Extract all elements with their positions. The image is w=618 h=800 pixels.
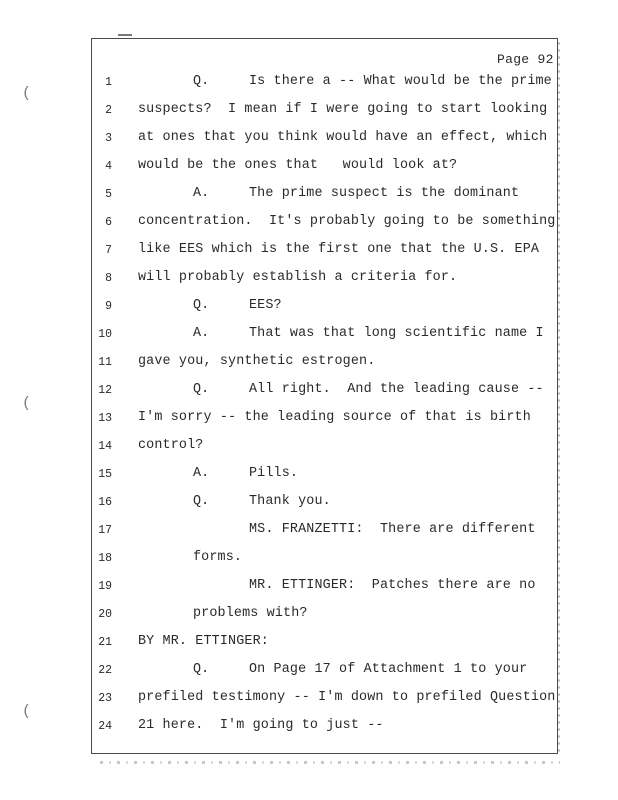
line-number: 18 <box>98 552 112 565</box>
line-text: Is there a -- What would be the prime <box>249 74 552 89</box>
line-number: 17 <box>98 524 112 537</box>
line-number: 1 <box>105 76 112 89</box>
transcript-line <box>0 522 618 542</box>
line-text: On Page 17 of Attachment 1 to your <box>249 662 528 677</box>
line-number: 11 <box>98 356 112 369</box>
transcript-line <box>0 298 618 318</box>
line-number: 24 <box>98 720 112 733</box>
line-text: control? <box>138 438 204 453</box>
line-number: 2 <box>105 104 112 117</box>
line-text: suspects? I mean if I were going to start looking <box>138 102 548 117</box>
transcript-line <box>0 354 618 374</box>
transcript-line <box>0 690 618 710</box>
line-number: 20 <box>98 608 112 621</box>
line-number: 8 <box>105 272 112 285</box>
transcript-line <box>0 158 618 178</box>
line-number: 5 <box>105 188 112 201</box>
line-text: EES? <box>249 298 282 313</box>
transcript-line <box>0 494 618 514</box>
line-number: 3 <box>105 132 112 145</box>
line-text: concentration. It's probably going to be something <box>138 214 556 229</box>
speaker-label: A. <box>193 326 210 341</box>
line-number: 14 <box>98 440 112 453</box>
transcript-line <box>0 270 618 290</box>
line-text: prefiled testimony -- I'm down to prefiled Question <box>138 690 556 705</box>
speaker-label: Q. <box>193 662 210 677</box>
transcript-line <box>0 410 618 430</box>
transcript-line <box>0 634 618 654</box>
transcript-line <box>0 718 618 738</box>
scan-top-mark <box>118 34 132 36</box>
transcript-line <box>0 438 618 458</box>
speaker-label: Q. <box>193 382 210 397</box>
margin-hole-mark: ( <box>22 85 32 102</box>
line-text: problems with? <box>193 606 308 621</box>
line-text: I'm sorry -- the leading source of that is birth <box>138 410 531 425</box>
line-number: 15 <box>98 468 112 481</box>
line-number: 6 <box>105 216 112 229</box>
line-text: like EES which is the first one that the U.S. EPA <box>138 242 540 257</box>
transcript-line <box>0 382 618 402</box>
line-text: Thank you. <box>249 494 331 509</box>
transcript-line <box>0 102 618 122</box>
speaker-label: A. <box>193 186 210 201</box>
line-number: 4 <box>105 160 112 173</box>
line-text: Pills. <box>249 466 299 481</box>
speaker-label: Q. <box>193 494 210 509</box>
line-text: would be the ones that would look at? <box>138 158 458 173</box>
line-text: The prime suspect is the dominant <box>249 186 520 201</box>
speaker-label: A. <box>193 466 210 481</box>
line-number: 23 <box>98 692 112 705</box>
line-number: 19 <box>98 580 112 593</box>
line-number: 7 <box>105 244 112 257</box>
transcript-line <box>0 578 618 598</box>
transcript-line <box>0 326 618 346</box>
line-text: will probably establish a criteria for. <box>138 270 458 285</box>
transcript-line <box>0 662 618 682</box>
line-text: All right. And the leading cause -- <box>249 382 544 397</box>
line-number: 10 <box>98 328 112 341</box>
transcript-line <box>0 214 618 234</box>
margin-hole-mark: ( <box>22 395 32 412</box>
line-number: 16 <box>98 496 112 509</box>
line-text: That was that long scientific name I <box>249 326 544 341</box>
line-text: gave you, synthetic estrogen. <box>138 354 376 369</box>
line-text: MR. ETTINGER: Patches there are no <box>249 578 536 593</box>
transcript-line <box>0 550 618 570</box>
line-number: 21 <box>98 636 112 649</box>
line-number: 22 <box>98 664 112 677</box>
line-text: BY MR. ETTINGER: <box>138 634 269 649</box>
page-number: Page 92 <box>497 52 554 67</box>
transcript-line <box>0 606 618 626</box>
line-number: 13 <box>98 412 112 425</box>
scan-bottom-artifact <box>100 761 560 764</box>
transcript-line <box>0 130 618 150</box>
line-text: at ones that you think would have an effect, which <box>138 130 548 145</box>
transcript-line <box>0 186 618 206</box>
speaker-label: Q. <box>193 298 210 313</box>
transcript-line <box>0 74 618 94</box>
line-text: 21 here. I'm going to just -- <box>138 718 384 733</box>
line-text: forms. <box>193 550 243 565</box>
speaker-label: Q. <box>193 74 210 89</box>
line-number: 9 <box>105 300 112 313</box>
transcript-line <box>0 242 618 262</box>
transcript-line <box>0 466 618 486</box>
line-text: MS. FRANZETTI: There are different <box>249 522 536 537</box>
line-number: 12 <box>98 384 112 397</box>
margin-hole-mark: ( <box>22 703 32 720</box>
